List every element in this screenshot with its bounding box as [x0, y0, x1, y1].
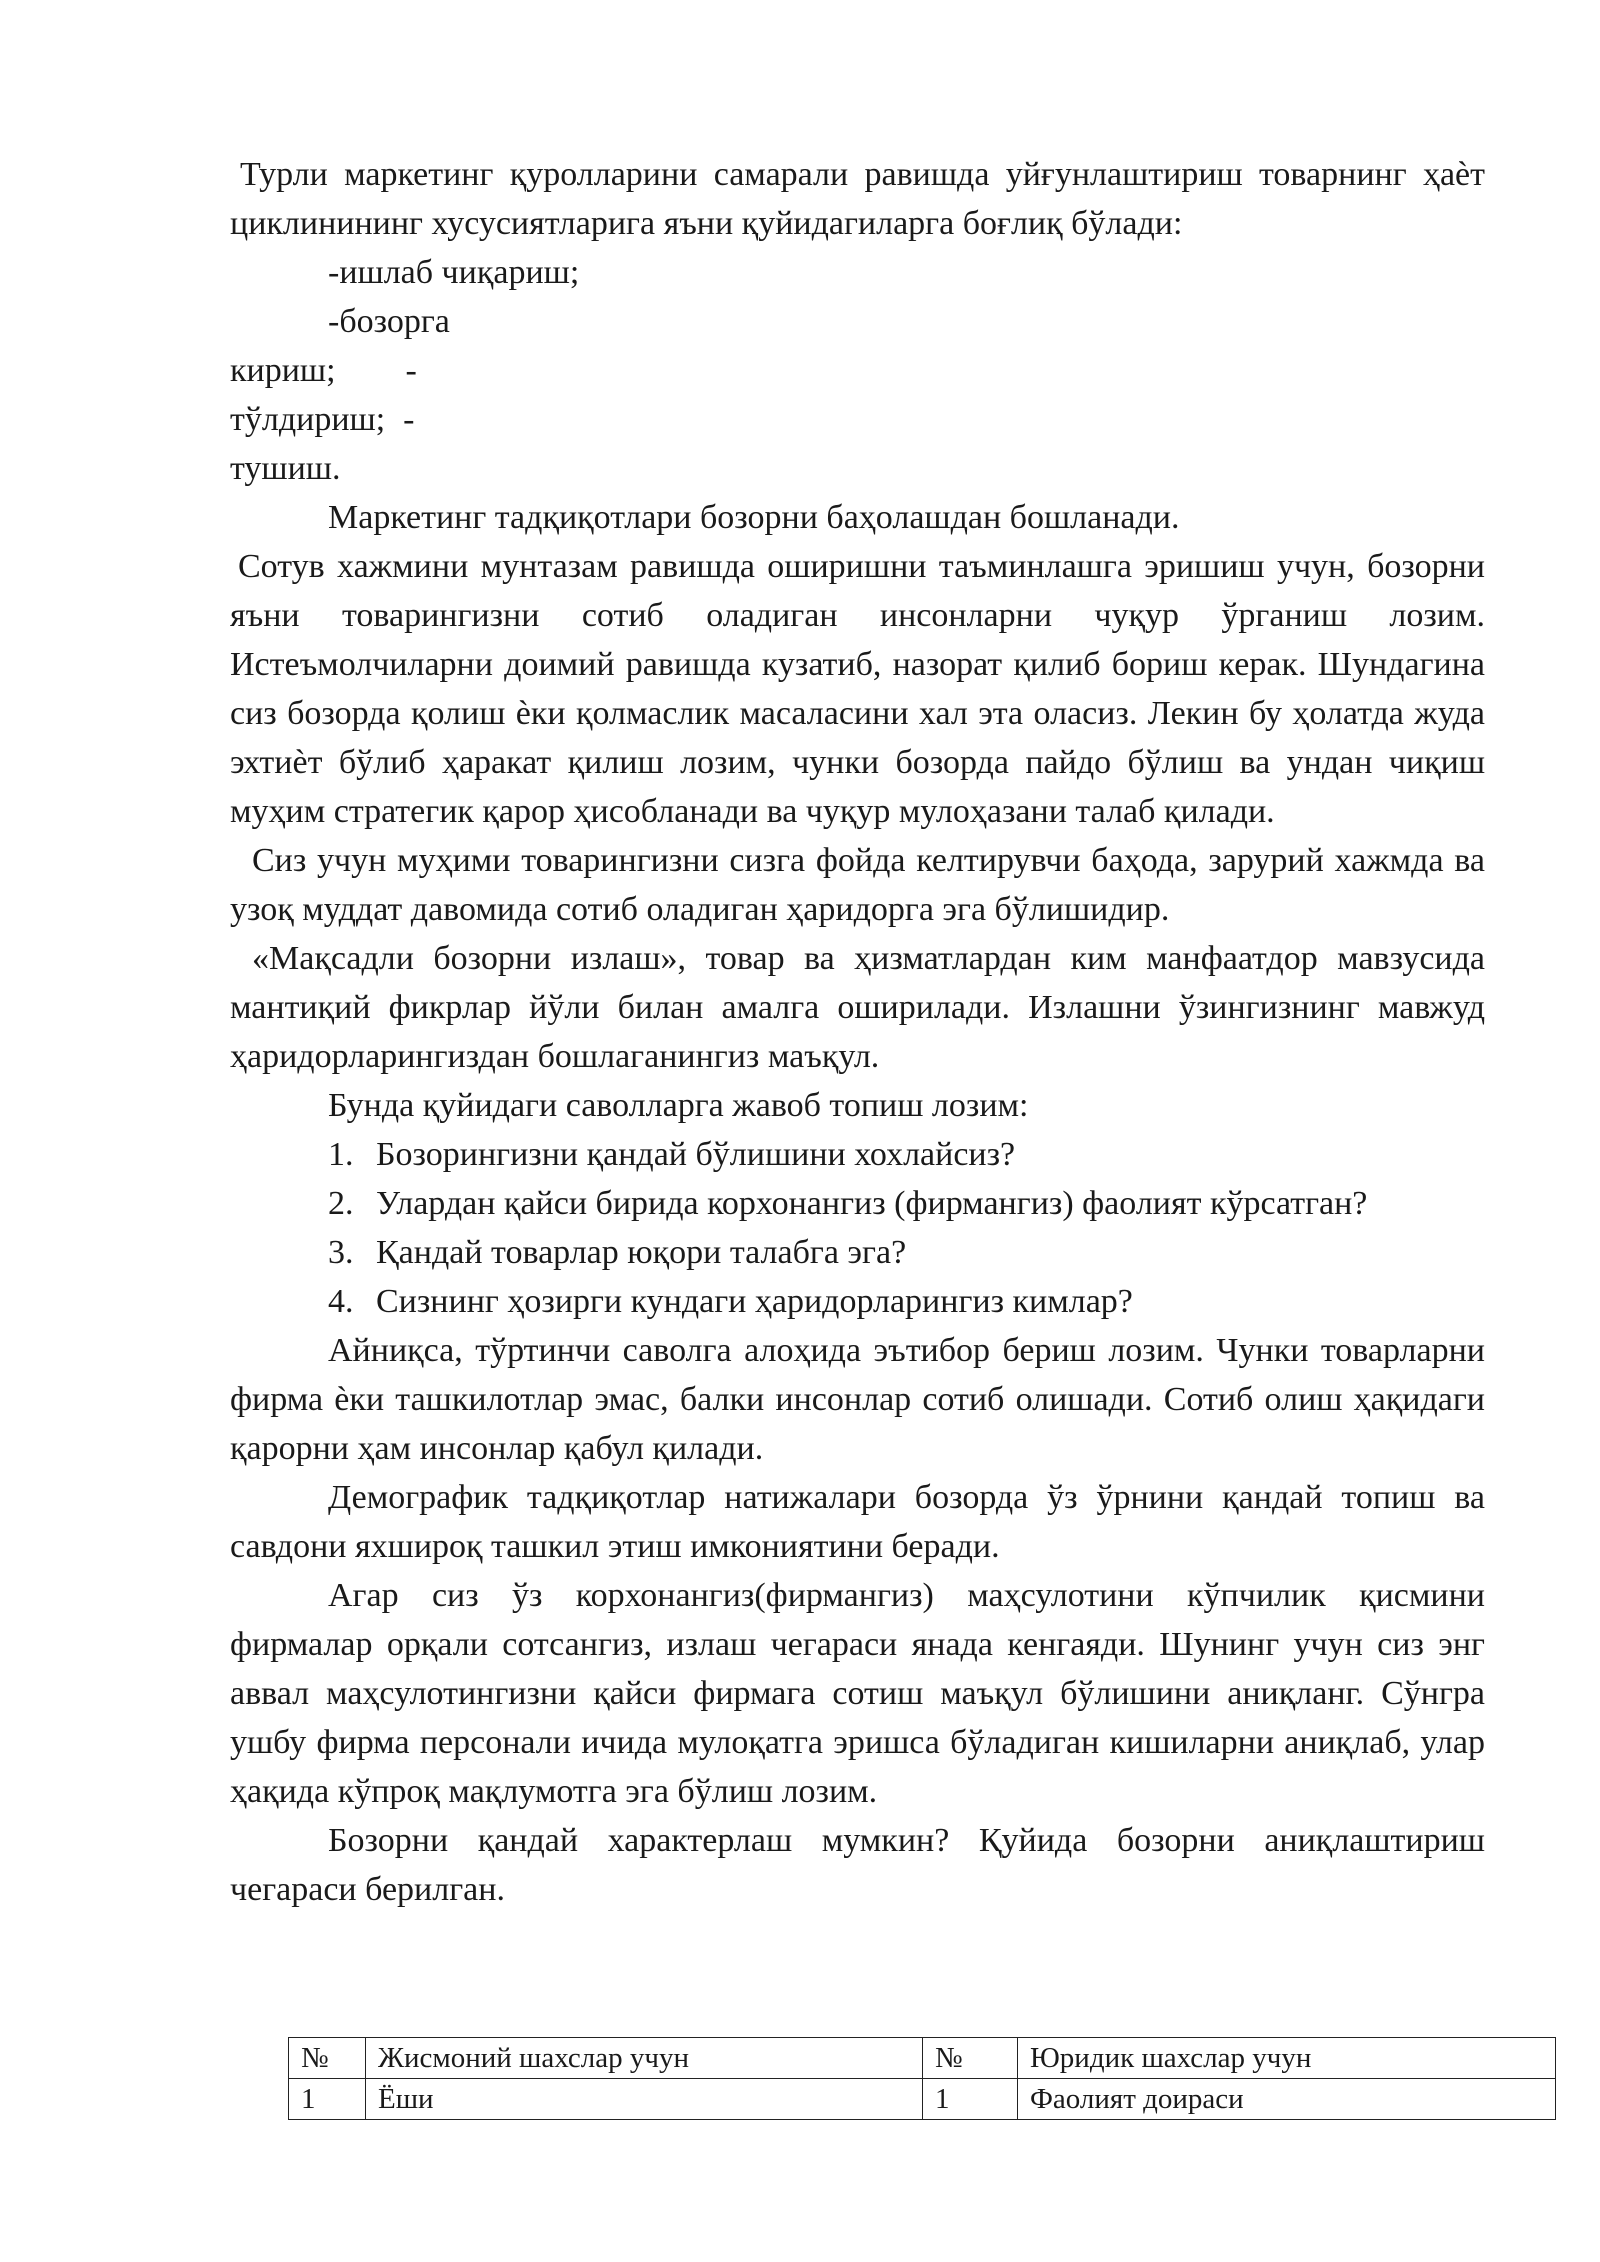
paragraph-questions-intro: Бунда қуйидаги саволларга жавоб топиш лозим:: [328, 1087, 1029, 1124]
stage-market-entry: -бозорга: [328, 303, 450, 340]
paragraph-fourth-question: Айниқса, тўртинчи саволга алоҳида эътибор бериш лозим. Чунки товарларни фирма ѐки ташкилотлар эмас, балки инсонлар сотиб олишади. Сотиб олиш ҳақидаги қарорни ҳам инсонлар қабул қилади.: [230, 1332, 1485, 1467]
list-item: [230, 1130, 1485, 1179]
table-cell: Фаолият доираси: [1018, 2079, 1556, 2120]
stage-dash: -: [403, 401, 415, 438]
paragraph-firms: Агар сиз ўз корхонангиз(фирмангиз) маҳсулотини кўпчилик қисмини фирмалар орқали сотсангиз, излаш чегараси янада кенгаяди. Шунинг учун сиз энг аввал маҳсулотингизни қайси фирмага сотиш маъқул бўлишини аниқланг. Сўнгра ушбу фирма персонали ичида мулоқатга эришса бўладиган кишиларни аниқлаб, улар ҳақида кўпроқ мақлумотга эга бўлиш лозим.: [230, 1577, 1485, 1810]
table-cell: 1: [289, 2079, 366, 2120]
list-text: Улардан қайси бирида корхонангиз (фирмангиз) фаолият кўрсатган?: [376, 1185, 1368, 1222]
table-header-cell: Юридик шахслар учун: [1018, 2038, 1556, 2079]
table-cell: 1: [923, 2079, 1018, 2120]
paragraph-demographic: Демографик тадқиқотлар натижалари бозорда ўз ўрнини қандай топиш ва савдони яхшироқ ташкил этиш имкониятини беради.: [230, 1479, 1485, 1565]
table-header-cell: №: [289, 2038, 366, 2079]
stage-entry-line: [230, 346, 1485, 395]
list-item: [230, 1179, 1485, 1228]
paragraph-research: Маркетинг тадқиқотлари бозорни баҳолашдан бошланади.: [328, 499, 1180, 536]
paragraph-sales: Сотув хажмини мунтазам равишда оширишни таъминлашга эришиш учун, бозорни яъни товарингизни сотиб оладиган инсонларни чуқур ўрганиш лозим. Истеъмолчиларни доимий равишда кузатиб, назорат қилиб бориш керак. Шундагина сиз бозорда қолиш ѐки қолмаслик масаласини хал эта оласиз. Лекин бу ҳолатда жуда эхтиѐт бўлиб ҳаракат қилиш лозим, чунки бозорда пайдо бўлиш ва ундан чиқиш муҳим стратегик қарор ҳисобланади ва чуқур мулоҳазани талаб қилади.: [230, 548, 1485, 830]
market-boundary-table: [288, 2037, 1556, 2120]
list-number: 2.: [328, 1185, 354, 1222]
table-row: [289, 2079, 1556, 2120]
table-header-cell: Жисмоний шахслар учун: [366, 2038, 923, 2079]
paragraph-intro: Турли маркетинг қуролларини самарали равишда уйғунлаштириш товарнинг ҳаѐт циклинининг хусусиятларига яъни қуйидагиларга боғлиқ бўлади:: [230, 156, 1485, 242]
list-item: [230, 1228, 1485, 1277]
list-number: 3.: [328, 1234, 354, 1271]
stage-entry-word: кириш;: [230, 352, 336, 389]
list-text: Бозорингизни қандай бўлишини хохлайсиз?: [376, 1136, 1016, 1173]
list-number: 4.: [328, 1283, 354, 1320]
list-item: [230, 1277, 1485, 1326]
paragraph-market-characterize: Бозорни қандай характерлаш мумкин? Қуйида бозорни аниқлаштириш чегараси берилган.: [230, 1822, 1485, 1908]
table-header-row: [289, 2038, 1556, 2079]
paragraph-buyer: Сиз учун муҳими товарингизни сизга фойда келтирувчи баҳода, зарурий хажмда ва узоқ муддат давомида сотиб оладиган ҳаридорга эга бўлишидир.: [230, 842, 1485, 928]
table-cell: Ёши: [366, 2079, 923, 2120]
stage-decline: тушиш.: [230, 450, 341, 487]
paragraph-target-market: «Мақсадли бозорни излаш», товар ва ҳизматлардан ким манфаатдор мавзусида мантиқий фикрлар йўли билан амалга оширилади. Излашни ўзингизнинг мавжуд ҳаридорларингиздан бошлаганингиз маъқул.: [230, 940, 1485, 1075]
list-text: Қандай товарлар юқори талабга эга?: [376, 1234, 907, 1271]
document-page: [230, 150, 1485, 1914]
stage-dash: -: [405, 352, 417, 389]
list-number: 1.: [328, 1136, 354, 1173]
list-text: Сизнинг ҳозирги кундаги ҳаридорларингиз кимлар?: [376, 1283, 1133, 1320]
stage-saturation-line: [230, 395, 1485, 444]
stage-production: -ишлаб чиқариш;: [328, 254, 580, 291]
stage-saturation-word: тўлдириш;: [230, 401, 386, 438]
table-header-cell: №: [923, 2038, 1018, 2079]
